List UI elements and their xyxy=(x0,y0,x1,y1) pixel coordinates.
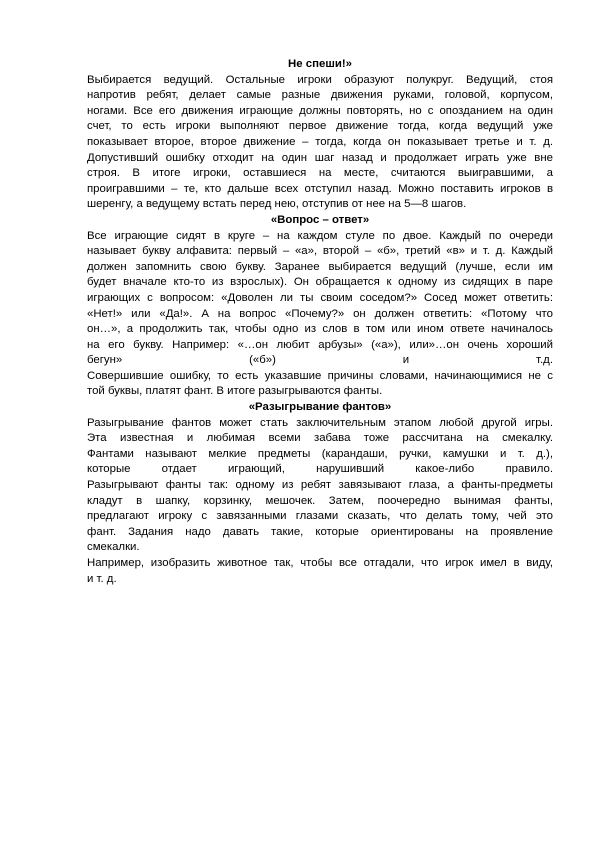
section-text-razygryvanie-fantov xyxy=(87,416,553,588)
text-line: бегун» («б») и т.д. xyxy=(87,354,553,367)
text-line: ногами. Все его движения играющие должны повторять, но с опозданием на один xyxy=(87,104,553,117)
text-line: на его букву. Например: «…он любит арбузы» («а»), или»…он очень хороший xyxy=(87,338,553,351)
text-line: фант. Задания надо давать такие, которые ориентированы на проявление xyxy=(87,525,553,538)
text-line: предлагают игроку с завязанными глазами сказать, что делать тому, чей это xyxy=(87,510,553,523)
text-line: Выбирается ведущий. Остальные игроки образуют полукруг. Ведущий, стоя xyxy=(87,73,553,86)
text-line: должен запомнить свою букву. Заранее выбирается ведущий (лучше, если им xyxy=(87,260,553,273)
text-line: «Нет!» или «Да!». А на вопрос «Почему?» он должен ответить: «Потому что xyxy=(87,307,553,320)
text-line: Разыгрывание фантов может стать заключительным этапом любой другой игры. xyxy=(87,416,553,429)
document-body xyxy=(87,57,553,587)
text-line: смекалки. xyxy=(87,541,140,554)
text-line: строя. В итоге игроки, оставшиеся на месте, считаются выигравшими, а xyxy=(87,167,553,180)
text-line: той буквы, платят фант. В итоге разыгрываются фанты. xyxy=(87,385,383,398)
text-line: счет, то есть игроки выполняют первое движение тогда, когда ведущий уже xyxy=(87,120,553,133)
text-line: он…», а продолжить так, чтобы одно из слов в том или ином ответе начиналось xyxy=(87,323,553,336)
section-title-vopros-otvet: «Вопрос – ответ» xyxy=(270,213,370,226)
section-title-razygryvanie-fantov: «Разыгрывание фантов» xyxy=(248,401,392,414)
section-text-vopros-otvet xyxy=(87,229,553,401)
text-line: Разыгрывают фанты так: одному из ребят завязывают глаза, а фанты-предметы xyxy=(87,479,553,492)
text-line: которые отдает играющий, нарушивший какое-либо правило. xyxy=(87,463,553,476)
text-line: Совершившие ошибку, то есть указавшие причины словами, начинающимися не с xyxy=(87,369,553,382)
text-line: и т. д. xyxy=(87,572,117,585)
text-line: проигравшими – те, кто дальше всех отступил назад. Можно поставить игроков в xyxy=(87,182,553,195)
text-line: играющих с вопросом: «Доволен ли ты своим соседом?» Сосед может ответить: xyxy=(87,291,553,304)
text-line: будет вначале кто-то из взрослых). Он обращается к одному из сидящих в паре xyxy=(87,276,553,289)
text-line: Фантами называют мелкие предметы (карандаши, ручки, камушки и т. д.), xyxy=(87,447,553,460)
text-line: кладут в шапку, корзинку, мешочек. Затем, поочередно вынимая фанты, xyxy=(87,494,553,507)
text-line: Эта известная и любимая всеми забава тоже рассчитана на смекалку. xyxy=(87,432,553,445)
text-line: называет букву алфавита: первый – «а», второй – «б», третий «в» и т. д. Каждый xyxy=(87,245,553,258)
text-line: показывает второе, второе движение – тогда, когда он показывает третье и т. д. xyxy=(87,135,553,148)
text-line: напротив ребят, делает самые разные движения руками, головой, корпусом, xyxy=(87,89,553,102)
text-line: Допустивший ошибку отходит на один шаг назад и продолжает играть уже вне xyxy=(87,151,553,164)
section-text-ne-speshi xyxy=(87,73,553,213)
section-title-ne-speshi: Не спеши!» xyxy=(288,58,352,70)
text-line: Например, изобразить животное так, чтобы все отгадали, что игрок имел в виду, xyxy=(87,557,553,569)
text-line: шеренгу, а ведущему встать перед нею, отступив от нее на 5—8 шагов. xyxy=(87,198,467,211)
text-line: Все играющие сидят в круге – на каждом стуле по двое. Каждый по очереди xyxy=(87,229,553,242)
